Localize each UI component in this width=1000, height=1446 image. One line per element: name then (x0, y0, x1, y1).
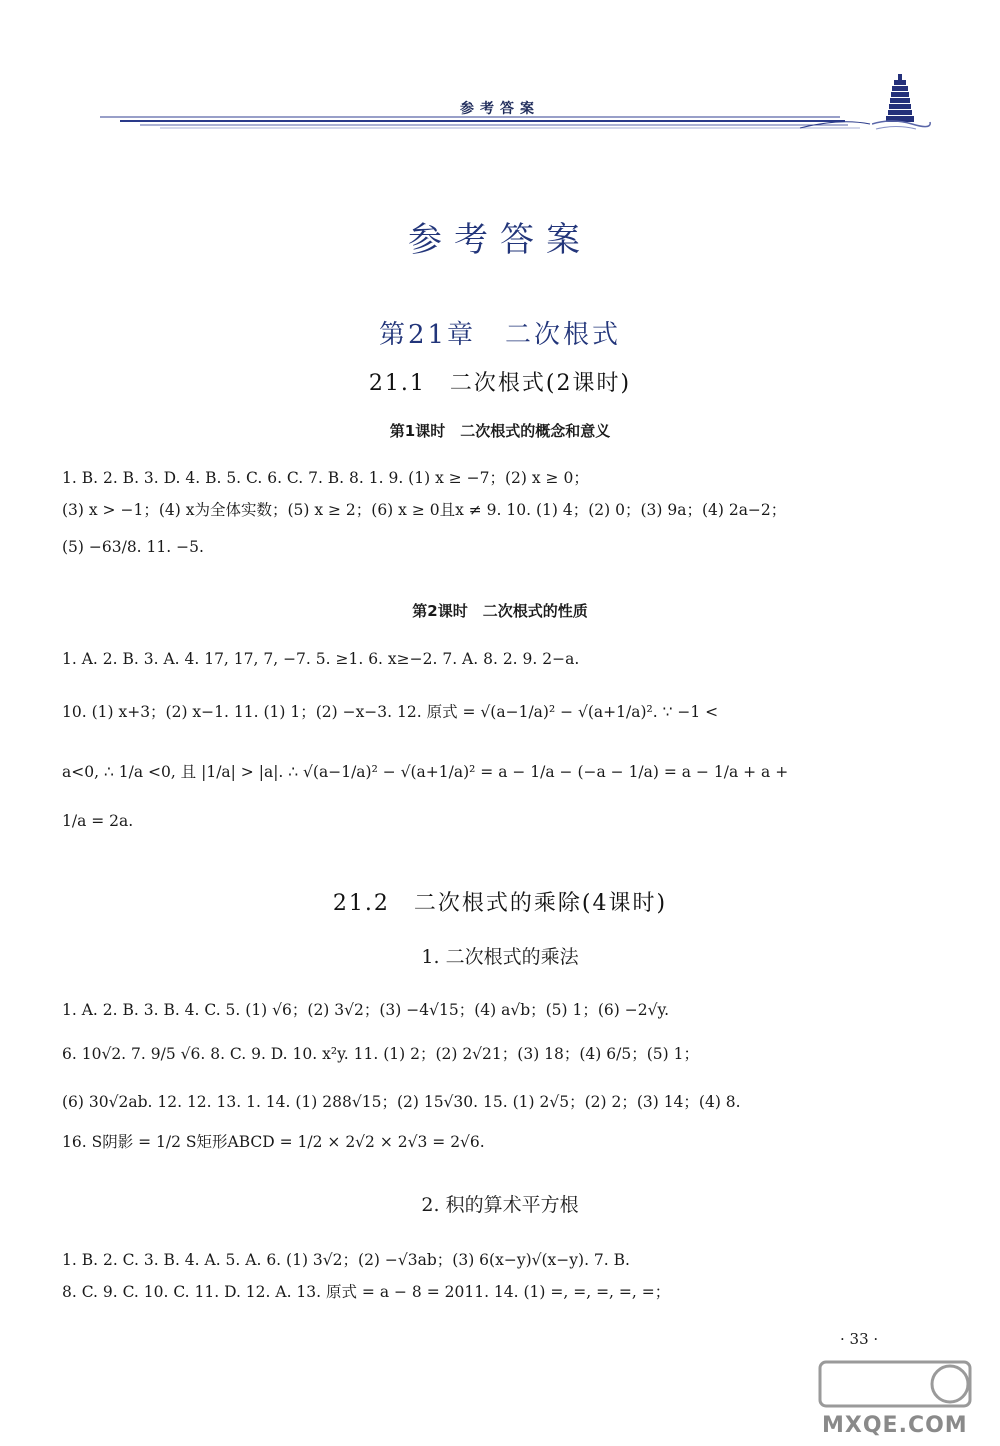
chapter-heading: 第21章 二次根式 (378, 320, 622, 350)
section-heading-21-2: 21.2 二次根式的乘除(4课时) (332, 891, 668, 916)
answer-line: (5) −63/8. 11. −5. (62, 538, 204, 556)
lesson-heading-2: 第2课时 二次根式的性质 (412, 602, 588, 620)
header-rule-lines (100, 114, 880, 134)
subsection-heading-1: 1. 二次根式的乘法 (421, 946, 579, 968)
running-header-title: 参考答案 (460, 101, 540, 117)
answer-line: 1. B. 2. C. 3. B. 4. A. 5. A. 6. (1) 3√2；(2) −√3ab；(3) 6(x−y)√(x−y). 7. B. (62, 1251, 630, 1269)
answer-line: (6) 30√2ab. 12. 12. 13. 1. 14. (1) 288√15；(2) 15√30. 15. (1) 2√5；(2) 2；(3) 14；(4) 8. (62, 1093, 741, 1111)
answer-line: 16. S阴影 = 1/2 S矩形ABCD = 1/2 × 2√2 × 2√3 = 2√6. (62, 1133, 485, 1151)
lesson-heading-1: 第1课时 二次根式的概念和意义 (389, 422, 611, 440)
answer-line: 1. A. 2. B. 3. B. 4. C. 5. (1) √6；(2) 3√2；(3) −4√15；(4) a√b；(5) 1；(6) −2√y. (62, 1001, 670, 1019)
watermark-text: MXQE.COM (822, 1413, 968, 1438)
answer-line: (3) x > −1；(4) x为全体实数；(5) x ≥ 2；(6) x ≥ 0且x ≠ 9. 10. (1) 4；(2) 0；(3) 9a；(4) 2a−2； (62, 501, 787, 519)
answer-line: 1. A. 2. B. 3. A. 4. 17, 17, 7, −7. 5. ≥1. 6. x≥−2. 7. A. 8. 2. 9. 2−a. (62, 650, 580, 668)
pagoda-logo (872, 72, 932, 134)
answer-line: 1. B. 2. B. 3. D. 4. B. 5. C. 6. C. 7. B. 8. 1. 9. (1) x ≥ −7；(2) x ≥ 0； (62, 469, 589, 487)
answer-line: 8. C. 9. C. 10. C. 11. D. 12. A. 13. 原式 = a − 8 = 2011. 14. (1) =, =, =, =, =； (62, 1283, 671, 1301)
section-heading-21-1: 21.1 二次根式(2课时) (368, 371, 632, 396)
subsection-heading-2: 2. 积的算术平方根 (421, 1194, 579, 1216)
page-title: 参考答案 (408, 220, 592, 260)
answer-line: 10. (1) x+3；(2) x−1. 11. (1) 1；(2) −x−3. 12. 原式 = √(a−1/a)² − √(a+1/a)². ∵ −1 < (62, 703, 719, 721)
page-number: · 33 · (840, 1330, 879, 1348)
answer-line: 1/a = 2a. (62, 812, 134, 830)
answer-line: a<0, ∴ 1/a <0, 且 |1/a| > |a|. ∴ √(a−1/a)² − √(a+1/a)² = a − 1/a − (−a − 1/a) = a − 1/a + a + (62, 763, 789, 781)
answer-line: 6. 10√2. 7. 9/5 √6. 8. C. 9. D. 10. x²y. 11. (1) 2；(2) 2√21；(3) 18；(4) 6/5；(5) 1； (62, 1045, 699, 1063)
